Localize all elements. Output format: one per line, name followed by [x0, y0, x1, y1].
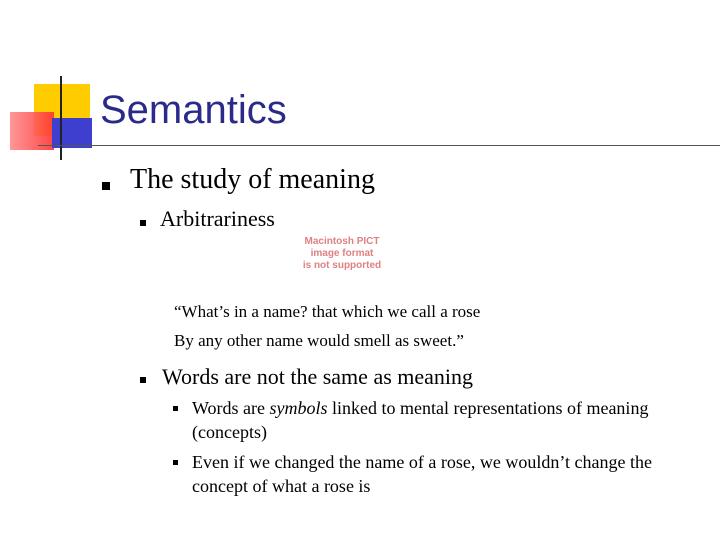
- bullet-marker: [173, 406, 178, 411]
- quote-line-1: “What’s in a name? that which we call a rose: [174, 302, 481, 321]
- bullet-marker: [102, 182, 110, 190]
- sub-bullet-rose-concept: Even if we changed the name of a rose, we wouldn’t change the concept of what a rose is: [192, 452, 652, 496]
- bullet-marker: [140, 377, 146, 383]
- bullet-arbitrariness: Arbitrariness: [160, 206, 275, 231]
- sub-bullet-text: Words are: [192, 398, 270, 418]
- slide-title: Semantics: [100, 88, 287, 132]
- decor-vertical-line: [60, 76, 62, 160]
- placeholder-line: Macintosh PICT: [304, 236, 380, 247]
- bullet-marker: [140, 220, 146, 226]
- bullet-words-not-meaning: Words are not the same as meaning: [162, 364, 474, 389]
- bullet-study-of-meaning: The study of meaning: [130, 164, 375, 195]
- sub-bullet-text: linked to mental representations of meaning (concepts): [192, 398, 649, 442]
- placeholder-line: image format: [310, 248, 374, 259]
- placeholder-line: is not supported: [302, 260, 382, 271]
- emphasis-symbols: symbols: [269, 398, 328, 418]
- title-underline: [38, 145, 720, 146]
- image-placeholder: [290, 236, 394, 272]
- sub-bullet-symbols: [192, 396, 712, 444]
- decor-blue-square: [52, 118, 92, 148]
- quote-line-2: By any other name would smell as sweet.”: [174, 331, 464, 350]
- bullet-marker: [173, 460, 178, 465]
